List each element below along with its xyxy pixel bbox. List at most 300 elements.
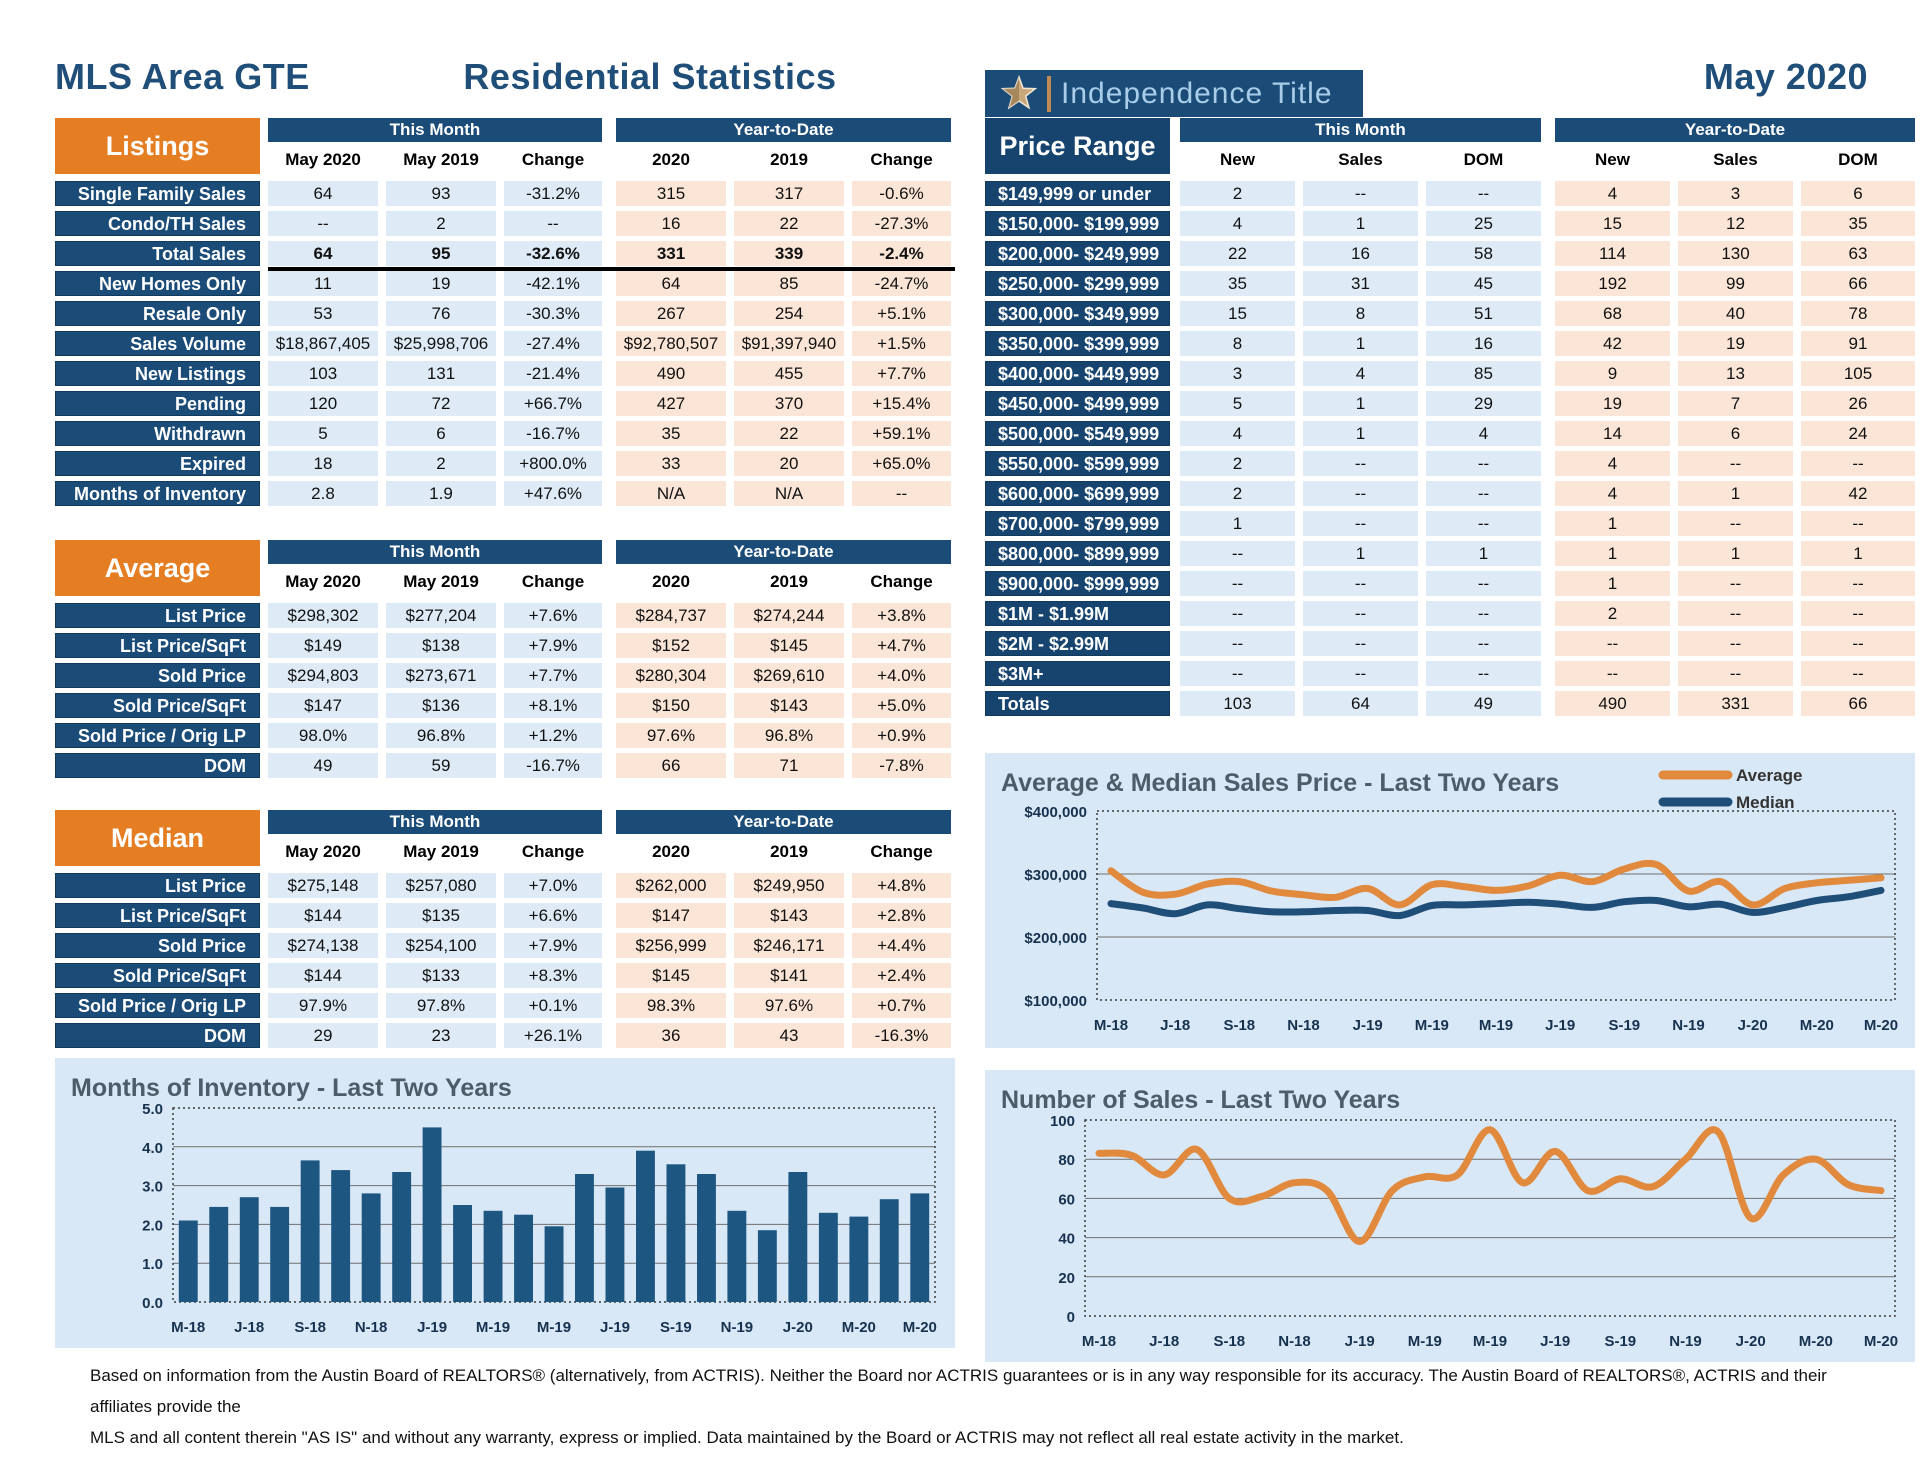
table-header bbox=[55, 118, 955, 174]
section-label: Listings bbox=[55, 118, 260, 174]
value-cell: 1 bbox=[1303, 391, 1418, 416]
column-header: 2019 bbox=[770, 842, 808, 861]
value-cell: 35 bbox=[616, 421, 726, 446]
row-label: Sold Price / Orig LP bbox=[55, 993, 260, 1018]
listings-table bbox=[55, 118, 955, 511]
group-header-this-month: This Month bbox=[1180, 118, 1541, 142]
value-cell: +7.6% bbox=[504, 603, 602, 628]
value-cell: -- bbox=[1303, 481, 1418, 506]
value-cell: 76 bbox=[386, 301, 496, 326]
chart-title: Average & Median Sales Price - Last Two Years bbox=[1001, 769, 1560, 797]
value-cell: 22 bbox=[734, 421, 844, 446]
value-cell: $144 bbox=[268, 963, 378, 988]
svg-text:0.0: 0.0 bbox=[142, 1295, 163, 1312]
value-cell: -- bbox=[1303, 601, 1418, 626]
svg-text:M-19: M-19 bbox=[475, 1319, 511, 1336]
value-cell: 66 bbox=[1801, 691, 1915, 716]
section-label: Average bbox=[55, 540, 260, 596]
row-label: Totals bbox=[985, 691, 1170, 716]
value-cell: 63 bbox=[1801, 241, 1915, 266]
value-cell: 14 bbox=[1555, 421, 1670, 446]
row-label: List Price/SqFt bbox=[55, 903, 260, 928]
value-cell: $280,304 bbox=[616, 663, 726, 688]
value-cell: 455 bbox=[734, 361, 844, 386]
table-row bbox=[55, 421, 955, 446]
value-cell: 105 bbox=[1801, 361, 1915, 386]
value-cell: -- bbox=[1303, 571, 1418, 596]
value-cell: 2 bbox=[1180, 451, 1295, 476]
table-row bbox=[985, 301, 1915, 326]
row-label: Sold Price / Orig LP bbox=[55, 723, 260, 748]
value-cell: +7.9% bbox=[504, 633, 602, 658]
value-cell: $145 bbox=[734, 633, 844, 658]
svg-text:J-19: J-19 bbox=[417, 1319, 448, 1336]
value-cell: 96.8% bbox=[734, 723, 844, 748]
value-cell: +7.9% bbox=[504, 933, 602, 958]
svg-text:0: 0 bbox=[1066, 1309, 1075, 1326]
svg-text:S-18: S-18 bbox=[1223, 1017, 1256, 1034]
value-cell: 95 bbox=[386, 241, 496, 266]
value-cell: 49 bbox=[1426, 691, 1541, 716]
svg-text:N-19: N-19 bbox=[720, 1319, 754, 1336]
svg-text:M-20: M-20 bbox=[841, 1319, 876, 1336]
value-cell: -7.8% bbox=[852, 753, 951, 778]
column-header: Change bbox=[870, 150, 933, 169]
value-cell: 19 bbox=[1555, 391, 1670, 416]
column-header: Change bbox=[870, 572, 933, 591]
value-cell: $284,737 bbox=[616, 603, 726, 628]
value-cell: 1 bbox=[1678, 541, 1793, 566]
svg-text:S-19: S-19 bbox=[660, 1319, 692, 1336]
disclaimer-line-2: MLS and all content therein "AS IS" and without any warranty, express or implied. Data maintained by the Board or ACTRIS may not reflect all real estate activity in the market. bbox=[90, 1428, 1404, 1447]
column-header: May 2019 bbox=[403, 572, 479, 591]
value-cell: 33 bbox=[616, 451, 726, 476]
column-header: May 2020 bbox=[285, 150, 361, 169]
value-cell: $25,998,706 bbox=[386, 331, 496, 356]
row-label: Withdrawn bbox=[55, 421, 260, 446]
value-cell: 29 bbox=[1426, 391, 1541, 416]
table-row bbox=[55, 391, 955, 416]
svg-text:J-19: J-19 bbox=[1545, 1017, 1576, 1034]
value-cell: $144 bbox=[268, 903, 378, 928]
row-label: Total Sales bbox=[55, 241, 260, 266]
row-label: Pending bbox=[55, 391, 260, 416]
table-row bbox=[55, 663, 955, 688]
table-row bbox=[55, 963, 955, 988]
value-cell: 1.9 bbox=[386, 481, 496, 506]
column-header: 2020 bbox=[652, 150, 690, 169]
value-cell: -- bbox=[1801, 451, 1915, 476]
average-table bbox=[55, 540, 955, 783]
value-cell: -- bbox=[1180, 601, 1295, 626]
value-cell: +26.1% bbox=[504, 1023, 602, 1048]
value-cell: +59.1% bbox=[852, 421, 951, 446]
value-cell: 267 bbox=[616, 301, 726, 326]
value-cell: 254 bbox=[734, 301, 844, 326]
svg-text:J-19: J-19 bbox=[1344, 1333, 1375, 1350]
value-cell: +66.7% bbox=[504, 391, 602, 416]
svg-text:100: 100 bbox=[1049, 1113, 1075, 1130]
value-cell: +4.8% bbox=[852, 873, 951, 898]
value-cell: $257,080 bbox=[386, 873, 496, 898]
column-header: Change bbox=[521, 572, 585, 591]
value-cell: +8.3% bbox=[504, 963, 602, 988]
value-cell: -- bbox=[1426, 511, 1541, 536]
value-cell: 49 bbox=[268, 753, 378, 778]
value-cell: -- bbox=[1555, 631, 1670, 656]
value-cell: -- bbox=[1801, 511, 1915, 536]
row-label: $400,000- $449,999 bbox=[985, 361, 1170, 386]
value-cell: -- bbox=[1303, 181, 1418, 206]
value-cell: $145 bbox=[616, 963, 726, 988]
value-cell: 16 bbox=[1426, 331, 1541, 356]
value-cell: -16.3% bbox=[852, 1023, 951, 1048]
value-cell: 97.6% bbox=[734, 993, 844, 1018]
column-header: 2020 bbox=[652, 842, 690, 861]
value-cell: 5 bbox=[268, 421, 378, 446]
value-cell: 120 bbox=[268, 391, 378, 416]
value-cell: +1.2% bbox=[504, 723, 602, 748]
value-cell: -- bbox=[1180, 541, 1295, 566]
value-cell: -- bbox=[1426, 181, 1541, 206]
value-cell: 42 bbox=[1555, 331, 1670, 356]
star-icon bbox=[997, 72, 1041, 116]
table-row bbox=[55, 723, 955, 748]
row-label: $600,000- $699,999 bbox=[985, 481, 1170, 506]
value-cell: +8.1% bbox=[504, 693, 602, 718]
value-cell: 99 bbox=[1678, 271, 1793, 296]
value-cell: $149 bbox=[268, 633, 378, 658]
value-cell: $141 bbox=[734, 963, 844, 988]
value-cell: $18,867,405 bbox=[268, 331, 378, 356]
table-row bbox=[985, 481, 1915, 506]
value-cell: $92,780,507 bbox=[616, 331, 726, 356]
value-cell: +0.1% bbox=[504, 993, 602, 1018]
value-cell: 45 bbox=[1426, 271, 1541, 296]
table-row bbox=[985, 571, 1915, 596]
value-cell: $138 bbox=[386, 633, 496, 658]
value-cell: 2 bbox=[386, 211, 496, 236]
svg-text:M-18: M-18 bbox=[1093, 1017, 1129, 1034]
table-row bbox=[55, 481, 955, 506]
value-cell: 317 bbox=[734, 181, 844, 206]
value-cell: $135 bbox=[386, 903, 496, 928]
table-row bbox=[55, 301, 955, 326]
table-row bbox=[985, 421, 1915, 446]
table-row bbox=[55, 873, 955, 898]
value-cell: 1 bbox=[1678, 481, 1793, 506]
value-cell: 1 bbox=[1303, 541, 1418, 566]
value-cell: +5.0% bbox=[852, 693, 951, 718]
svg-text:J-20: J-20 bbox=[782, 1319, 813, 1336]
group-header-this-month: This Month bbox=[268, 118, 602, 142]
column-header: May 2020 bbox=[285, 572, 361, 591]
value-cell: 72 bbox=[386, 391, 496, 416]
value-cell: -- bbox=[1426, 571, 1541, 596]
value-cell: 331 bbox=[1678, 691, 1793, 716]
value-cell: 12 bbox=[1678, 211, 1793, 236]
svg-text:20: 20 bbox=[1058, 1269, 1075, 1287]
value-cell: $269,610 bbox=[734, 663, 844, 688]
value-cell: 11 bbox=[268, 271, 378, 296]
value-cell: 31 bbox=[1303, 271, 1418, 296]
table-row bbox=[985, 601, 1915, 626]
svg-text:$100,000: $100,000 bbox=[1024, 993, 1087, 1010]
value-cell: +7.0% bbox=[504, 873, 602, 898]
avg-median-sales-price-chart bbox=[985, 753, 1915, 1048]
row-label: $350,000- $399,999 bbox=[985, 331, 1170, 356]
value-cell: -- bbox=[1426, 631, 1541, 656]
value-cell: $147 bbox=[616, 903, 726, 928]
value-cell: 4 bbox=[1180, 421, 1295, 446]
value-cell: -27.3% bbox=[852, 211, 951, 236]
value-cell: -0.6% bbox=[852, 181, 951, 206]
value-cell: -- bbox=[1678, 511, 1793, 536]
value-cell: $143 bbox=[734, 903, 844, 928]
value-cell: 8 bbox=[1303, 301, 1418, 326]
value-cell: 68 bbox=[1555, 301, 1670, 326]
value-cell: 16 bbox=[616, 211, 726, 236]
value-cell: 4 bbox=[1426, 421, 1541, 446]
table-row bbox=[985, 181, 1915, 206]
value-cell: 16 bbox=[1303, 241, 1418, 266]
table-row bbox=[985, 451, 1915, 476]
svg-text:M-20: M-20 bbox=[1863, 1017, 1899, 1034]
value-cell: +0.7% bbox=[852, 993, 951, 1018]
value-cell: -- bbox=[1678, 571, 1793, 596]
value-cell: N/A bbox=[734, 481, 844, 506]
svg-text:2.0: 2.0 bbox=[142, 1217, 163, 1235]
value-cell: 131 bbox=[386, 361, 496, 386]
row-label: $2M - $2.99M bbox=[985, 631, 1170, 656]
value-cell: 64 bbox=[268, 181, 378, 206]
section-label: Price Range bbox=[985, 118, 1170, 174]
row-label: New Listings bbox=[55, 361, 260, 386]
group-header-year-to-date: Year-to-Date bbox=[616, 540, 951, 564]
section-label: Median bbox=[55, 810, 260, 866]
row-label: Sales Volume bbox=[55, 331, 260, 356]
value-cell: -27.4% bbox=[504, 331, 602, 356]
row-label: $250,000- $299,999 bbox=[985, 271, 1170, 296]
svg-text:S-18: S-18 bbox=[1213, 1333, 1246, 1350]
table-row bbox=[55, 361, 955, 386]
column-header: Change bbox=[870, 842, 933, 861]
value-cell: 4 bbox=[1303, 361, 1418, 386]
svg-text:M-18: M-18 bbox=[1081, 1333, 1117, 1350]
value-cell: 35 bbox=[1801, 211, 1915, 236]
column-header: DOM bbox=[1838, 150, 1878, 169]
value-cell: $294,803 bbox=[268, 663, 378, 688]
table-row bbox=[985, 271, 1915, 296]
value-cell: 97.6% bbox=[616, 723, 726, 748]
value-cell: +7.7% bbox=[504, 663, 602, 688]
group-header-year-to-date: Year-to-Date bbox=[1555, 118, 1915, 142]
table-row bbox=[55, 933, 955, 958]
svg-text:J-19: J-19 bbox=[1352, 1017, 1383, 1034]
value-cell: -- bbox=[852, 481, 951, 506]
row-label: List Price/SqFt bbox=[55, 633, 260, 658]
row-label: $500,000- $549,999 bbox=[985, 421, 1170, 446]
svg-text:J-19: J-19 bbox=[1540, 1333, 1571, 1350]
value-cell: 64 bbox=[1303, 691, 1418, 716]
value-cell: +5.1% bbox=[852, 301, 951, 326]
svg-text:60: 60 bbox=[1058, 1191, 1075, 1209]
value-cell: -- bbox=[1303, 511, 1418, 536]
value-cell: -- bbox=[1426, 451, 1541, 476]
value-cell: 5 bbox=[1180, 391, 1295, 416]
value-cell: 24 bbox=[1801, 421, 1915, 446]
value-cell: 8 bbox=[1180, 331, 1295, 356]
value-cell: 1 bbox=[1555, 571, 1670, 596]
chart-title: Months of Inventory - Last Two Years bbox=[71, 1074, 512, 1102]
value-cell: -- bbox=[1555, 661, 1670, 686]
table-row bbox=[55, 331, 955, 356]
row-label: $149,999 or under bbox=[985, 181, 1170, 206]
independence-title-logo bbox=[985, 70, 1363, 117]
table-row bbox=[55, 903, 955, 928]
value-cell: 58 bbox=[1426, 241, 1541, 266]
value-cell: -- bbox=[1678, 631, 1793, 656]
disclaimer bbox=[90, 1360, 1870, 1453]
months-of-inventory-chart bbox=[55, 1058, 955, 1348]
svg-text:J-20: J-20 bbox=[1735, 1333, 1766, 1350]
value-cell: +65.0% bbox=[852, 451, 951, 476]
svg-text:N-18: N-18 bbox=[1287, 1017, 1320, 1034]
value-cell: 25 bbox=[1426, 211, 1541, 236]
value-cell: 490 bbox=[616, 361, 726, 386]
value-cell: 4 bbox=[1555, 481, 1670, 506]
row-label: List Price bbox=[55, 603, 260, 628]
value-cell: +800.0% bbox=[504, 451, 602, 476]
value-cell: -- bbox=[1303, 451, 1418, 476]
page-title-area: MLS Area GTE bbox=[55, 56, 310, 97]
value-cell: $147 bbox=[268, 693, 378, 718]
value-cell: -30.3% bbox=[504, 301, 602, 326]
row-label: $700,000- $799,999 bbox=[985, 511, 1170, 536]
value-cell: -32.6% bbox=[504, 241, 602, 266]
value-cell: 6 bbox=[1678, 421, 1793, 446]
value-cell: +7.7% bbox=[852, 361, 951, 386]
report-title: Residential Statistics bbox=[463, 56, 837, 97]
value-cell: 18 bbox=[268, 451, 378, 476]
value-cell: $150 bbox=[616, 693, 726, 718]
value-cell: -- bbox=[1180, 661, 1295, 686]
table-header bbox=[55, 540, 955, 596]
price-chart-panel bbox=[985, 753, 1915, 1048]
value-cell: 96.8% bbox=[386, 723, 496, 748]
table-header bbox=[55, 810, 955, 866]
value-cell: 85 bbox=[734, 271, 844, 296]
value-cell: 2 bbox=[1555, 601, 1670, 626]
table-row bbox=[55, 603, 955, 628]
value-cell: 13 bbox=[1678, 361, 1793, 386]
value-cell: -- bbox=[1801, 661, 1915, 686]
value-cell: $274,244 bbox=[734, 603, 844, 628]
row-label: Sold Price bbox=[55, 933, 260, 958]
row-label: DOM bbox=[55, 1023, 260, 1048]
value-cell: $133 bbox=[386, 963, 496, 988]
value-cell: +6.6% bbox=[504, 903, 602, 928]
column-header: New bbox=[1220, 150, 1255, 169]
column-header: 2020 bbox=[652, 572, 690, 591]
value-cell: 97.9% bbox=[268, 993, 378, 1018]
value-cell: -- bbox=[1678, 661, 1793, 686]
report-month: May 2020 bbox=[1703, 56, 1868, 97]
row-label: $800,000- $899,999 bbox=[985, 541, 1170, 566]
value-cell: -24.7% bbox=[852, 271, 951, 296]
value-cell: 6 bbox=[386, 421, 496, 446]
column-header: Sales bbox=[1338, 150, 1383, 169]
svg-text:$300,000: $300,000 bbox=[1024, 867, 1087, 884]
table-row bbox=[985, 331, 1915, 356]
value-cell: 1 bbox=[1801, 541, 1915, 566]
value-cell: 93 bbox=[386, 181, 496, 206]
svg-text:M-19: M-19 bbox=[1478, 1017, 1514, 1034]
value-cell: $262,000 bbox=[616, 873, 726, 898]
value-cell: 19 bbox=[386, 271, 496, 296]
value-cell: +15.4% bbox=[852, 391, 951, 416]
column-header: New bbox=[1595, 150, 1630, 169]
value-cell: +47.6% bbox=[504, 481, 602, 506]
value-cell: -- bbox=[1678, 451, 1793, 476]
value-cell: -16.7% bbox=[504, 421, 602, 446]
svg-text:N-18: N-18 bbox=[1278, 1333, 1311, 1350]
value-cell: 4 bbox=[1555, 451, 1670, 476]
svg-text:M-19: M-19 bbox=[536, 1319, 572, 1336]
svg-text:M-20: M-20 bbox=[1863, 1333, 1899, 1350]
column-header: Change bbox=[521, 842, 585, 861]
svg-text:J-19: J-19 bbox=[599, 1319, 631, 1336]
value-cell: $254,100 bbox=[386, 933, 496, 958]
value-cell: N/A bbox=[616, 481, 726, 506]
value-cell: $152 bbox=[616, 633, 726, 658]
value-cell: 2 bbox=[1180, 181, 1295, 206]
row-label: Single Family Sales bbox=[55, 181, 260, 206]
row-label: $900,000- $999,999 bbox=[985, 571, 1170, 596]
svg-text:M-20: M-20 bbox=[902, 1319, 937, 1336]
svg-text:J-18: J-18 bbox=[1149, 1333, 1180, 1350]
row-label: New Homes Only bbox=[55, 271, 260, 296]
row-label: Expired bbox=[55, 451, 260, 476]
value-cell: 103 bbox=[1180, 691, 1295, 716]
svg-text:$400,000: $400,000 bbox=[1024, 804, 1087, 821]
svg-text:M-20: M-20 bbox=[1798, 1333, 1833, 1350]
row-label: $150,000- $199,999 bbox=[985, 211, 1170, 236]
value-cell: 315 bbox=[616, 181, 726, 206]
table-row bbox=[55, 993, 955, 1018]
value-cell: 43 bbox=[734, 1023, 844, 1048]
column-header: May 2020 bbox=[285, 842, 361, 861]
table-row bbox=[985, 691, 1915, 716]
value-cell: -- bbox=[1678, 601, 1793, 626]
disclaimer-line-1: Based on information from the Austin Board of REALTORS® (alternatively, from ACTRIS). Neither the Board nor ACTRIS guarantees or is in any way responsible for its accuracy. The Austin Board of REALTORS®, ACTRIS and their affiliates provide the bbox=[90, 1366, 1827, 1416]
value-cell: 4 bbox=[1180, 211, 1295, 236]
value-cell: 4 bbox=[1555, 181, 1670, 206]
row-label: $1M - $1.99M bbox=[985, 601, 1170, 626]
table-row bbox=[55, 241, 955, 266]
svg-text:J-18: J-18 bbox=[234, 1319, 265, 1336]
value-cell: 53 bbox=[268, 301, 378, 326]
svg-text:$200,000: $200,000 bbox=[1024, 930, 1087, 947]
column-header: 2019 bbox=[770, 150, 808, 169]
svg-text:M-19: M-19 bbox=[1414, 1017, 1449, 1034]
table-row bbox=[985, 541, 1915, 566]
value-cell: 1 bbox=[1180, 511, 1295, 536]
value-cell: +1.5% bbox=[852, 331, 951, 356]
value-cell: -- bbox=[1303, 631, 1418, 656]
price-range-table bbox=[985, 118, 1915, 721]
svg-text:5.0: 5.0 bbox=[142, 1101, 163, 1118]
